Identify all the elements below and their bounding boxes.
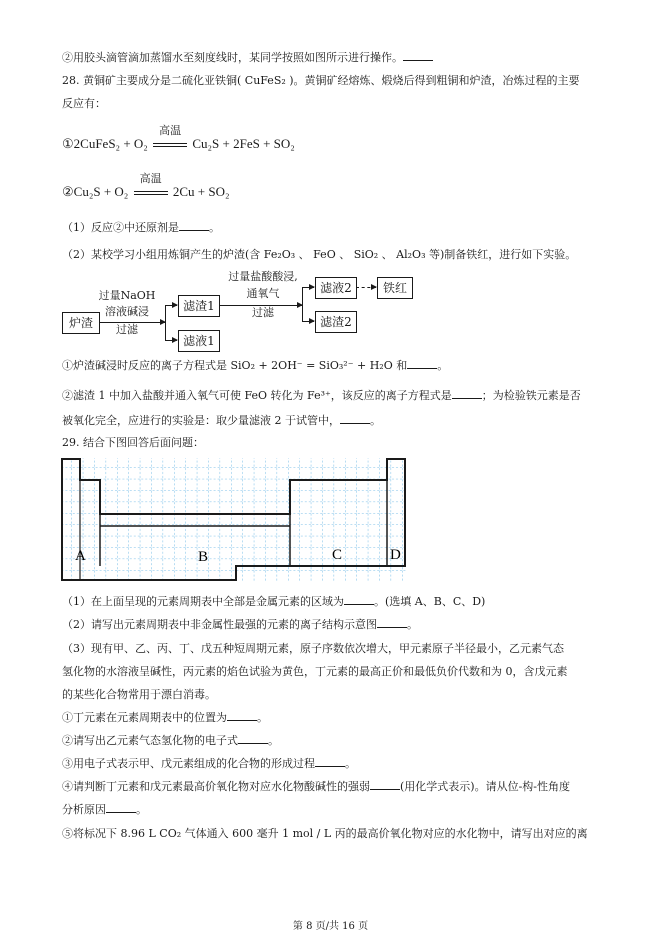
punctuation: 。 (407, 618, 418, 631)
question-28-1 (62, 220, 220, 236)
equation-2 (62, 172, 230, 200)
question-text: ②用胶头滴管滴加蒸馏水至刻度线时，某同学按照如图所示进行操作。 (62, 51, 403, 64)
flow-branch-line (302, 287, 303, 321)
question-text: （2）请写出元素周期表中非金属性最强的元素的离子结构示意图 (62, 618, 377, 631)
punctuation: 。 (437, 359, 449, 372)
question-text: (用化学式表示)。请从位-构-性角度 (400, 780, 571, 793)
equals-sign (153, 143, 187, 147)
punctuation: 。 (209, 221, 220, 234)
punctuation: 。 (370, 414, 381, 427)
flow-box-residue1: 滤渣1 (178, 295, 220, 317)
question-29-3-cont (62, 664, 568, 680)
question-text: 被氧化完全，应进行的实验是：取少量滤液 2 于试管中， (62, 414, 340, 427)
sub-question-4 (62, 779, 570, 795)
flow-step2-label-a: 过量盐酸酸浸, (228, 270, 298, 283)
flow-arrow (219, 305, 302, 306)
reaction-condition (153, 124, 187, 152)
question-29-1 (62, 594, 485, 610)
punctuation: 。 (268, 734, 279, 747)
flow-step1-label-c: 过滤 (116, 323, 138, 336)
sub-question-2 (62, 733, 279, 749)
question-text: 反应有： (62, 97, 106, 110)
question-text: （2）某校学习小组用炼铜产生的炉渣(含 Fe₂O₃ 、 FeO 、 SiO₂ 、 Al₂O₃ 等)制备铁红，进行如下实验。 (62, 248, 577, 261)
condition-label: 高温 (159, 124, 182, 137)
question-text: 。(选填 A、B、C、D) (374, 595, 486, 608)
answer-blank[interactable] (238, 733, 268, 744)
punctuation: 。 (136, 803, 147, 816)
flow-box-filtrate1: 滤液1 (178, 330, 220, 352)
answer-blank[interactable] (179, 220, 209, 231)
periodic-table-outline (60, 456, 410, 584)
question-text: （1）在上面呈现的元素周期表中全部是金属元素的区域为 (62, 595, 344, 608)
flow-step1-label-a: 过量NaOH (98, 289, 156, 302)
flow-dashed-arrow (356, 287, 376, 288)
answer-blank[interactable] (403, 50, 433, 61)
question-text: 氢化物的水溶液呈碱性，丙元素的焰色试验为黄色，丁元素的最高正价和最低负价代数和为 0，含戊元素 (62, 665, 568, 678)
flow-arrow (302, 287, 314, 288)
question-text: ；为检验铁元素是否 (481, 389, 581, 402)
flow-step1-label-b: 溶液碱浸 (105, 305, 149, 318)
question-29-3 (62, 641, 564, 657)
region-label-c: C (332, 547, 343, 563)
question-28-2-2 (62, 388, 581, 404)
equation-lhs: ②Cu₂S + O₂ (62, 184, 129, 199)
question-28-title (62, 73, 580, 89)
question-29-2 (62, 617, 418, 633)
region-label-a: A (75, 548, 86, 564)
question-29-3-cont2 (62, 687, 216, 703)
question-28-2 (62, 247, 576, 263)
region-label-b: B (198, 549, 209, 565)
question-text: 分析原因 (62, 803, 106, 816)
question-text: ⑤将标况下 8.96 L CO₂ 气体通入 600 毫升 1 mol / L 丙的最高价氧化物对应的水化物中，请写出对应的离 (62, 827, 588, 840)
equation-rhs: 2Cu + SO₂ (172, 184, 230, 199)
reaction-condition (134, 172, 168, 200)
answer-blank[interactable] (340, 413, 370, 424)
sub-question-5 (62, 826, 588, 842)
equals-sign (134, 191, 168, 195)
flow-box-product: 铁红 (377, 277, 413, 299)
flow-step2-label-b: 通氧气 (246, 287, 280, 300)
sub-question-1 (62, 710, 268, 726)
equation-lhs: ①2CuFeS₂ + O₂ (62, 136, 148, 151)
question-28-2-1 (62, 358, 448, 374)
question-text: ③用电子式表示甲、戊元素组成的化合物的形成过程 (62, 757, 315, 770)
page-footer: 第 8 页/共 16 页 (292, 921, 369, 932)
question-text: ②滤渣 1 中加入盐酸并通入氧气可使 FeO 转化为 Fe³⁺，该反应的离子方程式是 (62, 389, 452, 402)
answer-blank[interactable] (344, 594, 374, 605)
flow-arrow (165, 340, 177, 341)
flow-arrow (302, 321, 314, 322)
equation-rhs: Cu₂S + 2FeS + SO₂ (192, 136, 295, 151)
answer-blank[interactable] (106, 802, 136, 813)
answer-blank[interactable] (452, 388, 482, 399)
text-line (62, 50, 433, 66)
flow-box-residue2: 滤渣2 (315, 311, 357, 333)
flow-arrow (99, 322, 165, 323)
question-text: ④请判断丁元素和戊元素最高价氧化物对应水化物酸碱性的强弱 (62, 780, 370, 793)
flow-box-filtrate2: 滤液2 (315, 277, 357, 299)
answer-blank[interactable] (370, 779, 400, 790)
answer-blank[interactable] (315, 756, 345, 767)
equation-1 (62, 124, 295, 152)
question-text: （3）现有甲、乙、丙、丁、戊五种短周期元素，原子序数依次增大，甲元素原子半径最小，乙元素气态 (62, 642, 564, 655)
question-text: （1）反应②中还原剂是 (62, 221, 179, 234)
punctuation: 。 (257, 711, 268, 724)
question-text: 28. 黄铜矿主要成分是二硫化亚铁铜( CuFeS₂ )。黄铜矿经熔炼、煅烧后得到粗铜和炉渣，冶炼过程的主要 (62, 74, 580, 87)
answer-blank[interactable] (407, 358, 437, 369)
question-text: ①炉渣碱浸时反应的离子方程式是 SiO₂ + 2OH⁻ = SiO₃²⁻ + H₂O 和 (62, 359, 408, 372)
question-29-title (62, 435, 204, 451)
flow-arrow (165, 305, 177, 306)
question-28-title-cont (62, 96, 106, 112)
flow-step2-label-c: 过滤 (252, 306, 274, 319)
question-text: ①丁元素在元素周期表中的位置为 (62, 711, 227, 724)
sub-question-3 (62, 756, 356, 772)
sub-question-4-cont (62, 802, 147, 818)
question-text: ②请写出乙元素气态氢化物的电子式 (62, 734, 238, 747)
flow-box-slag: 炉渣 (62, 312, 100, 334)
answer-blank[interactable] (227, 710, 257, 721)
question-text: 的某些化合物常用于漂白消毒。 (62, 688, 216, 701)
question-28-2-2-cont (62, 413, 381, 429)
region-label-d: D (390, 547, 401, 563)
question-text: 29. 结合下图回答后面问题： (62, 436, 204, 449)
flow-branch-line (165, 305, 166, 340)
punctuation: 。 (345, 757, 356, 770)
answer-blank[interactable] (377, 617, 407, 628)
condition-label: 高温 (139, 172, 162, 185)
